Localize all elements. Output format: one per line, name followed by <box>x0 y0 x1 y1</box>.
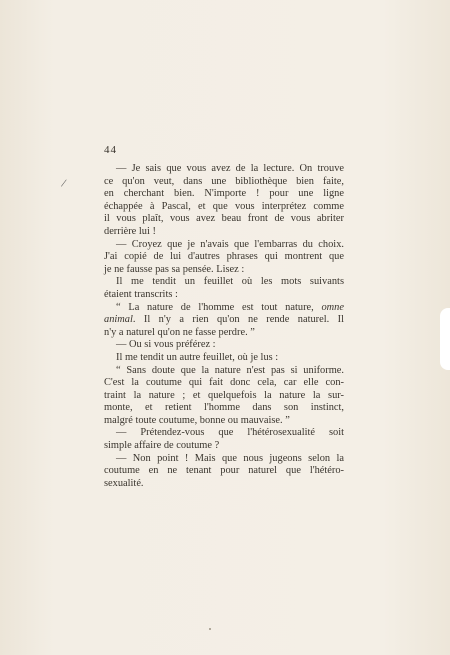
paper-speck <box>209 628 211 630</box>
text-line: ce qu'on veut, dans une bibliothèque bien faite, <box>104 175 344 187</box>
text-line: — Je sais que vous avez de la lecture. On trouve <box>116 163 344 174</box>
body-text <box>104 163 344 490</box>
text-line: — Ou si vous préférez : <box>116 339 216 351</box>
text-line: J'ai copié de lui d'autres phrases qui montrent que <box>104 251 344 263</box>
text-line: “ Sans doute que la nature n'est pas si uniforme. <box>116 364 344 376</box>
margin-pencil-mark: / <box>60 175 68 191</box>
text-line: sexualité. <box>104 477 144 489</box>
text-line: simple affaire de coutume ? <box>104 440 220 452</box>
text-line: monte, et retient l'homme dans son instinct, <box>104 402 344 414</box>
text-line: en cherchant bien. N'importe ! pour une ligne <box>104 188 344 200</box>
text-line: traint la nature ; et quelquefois la nature la sur- <box>104 389 344 401</box>
text-line: Il me tendit un feuillet où les mots suivants <box>116 276 344 288</box>
text-line: je ne fausse pas sa pensée. Lisez : <box>104 263 245 275</box>
text-line: étaient transcrits : <box>104 288 178 300</box>
text-line: malgré toute coutume, bonne ou mauvaise. ” <box>104 414 290 426</box>
text-line: — Non point ! Mais que nous jugeons selon la <box>116 452 344 464</box>
text-line: il vous plaît, vous avez beau front de vous abriter <box>104 213 344 225</box>
text-line: Il me tendit un autre feuillet, où je lus : <box>116 351 279 363</box>
text-line: coutume en ne tenant pour naturel que l'hétéro- <box>104 465 344 477</box>
page-number: 44 <box>104 144 117 156</box>
text-line: — Croyez que je n'avais que l'embarras du choix. <box>116 238 344 250</box>
page-edge-notch <box>440 308 450 370</box>
text-line: — Prétendez-vous que l'hétérosexualité soit <box>116 427 344 439</box>
text-line: échappée à Pascal, et que vous interprétez comme <box>104 200 344 212</box>
text-line: derrière lui ! <box>104 225 156 237</box>
text-line: “ La nature de l'homme est tout nature, omne <box>116 301 344 313</box>
text-line: n'y a naturel qu'on ne fasse perdre. ” <box>104 326 255 338</box>
text-line: animal. Il n'y a rien qu'on ne rende naturel. Il <box>104 314 344 326</box>
text-line: C'est la coutume qui fait donc cela, car elle con- <box>104 377 344 389</box>
